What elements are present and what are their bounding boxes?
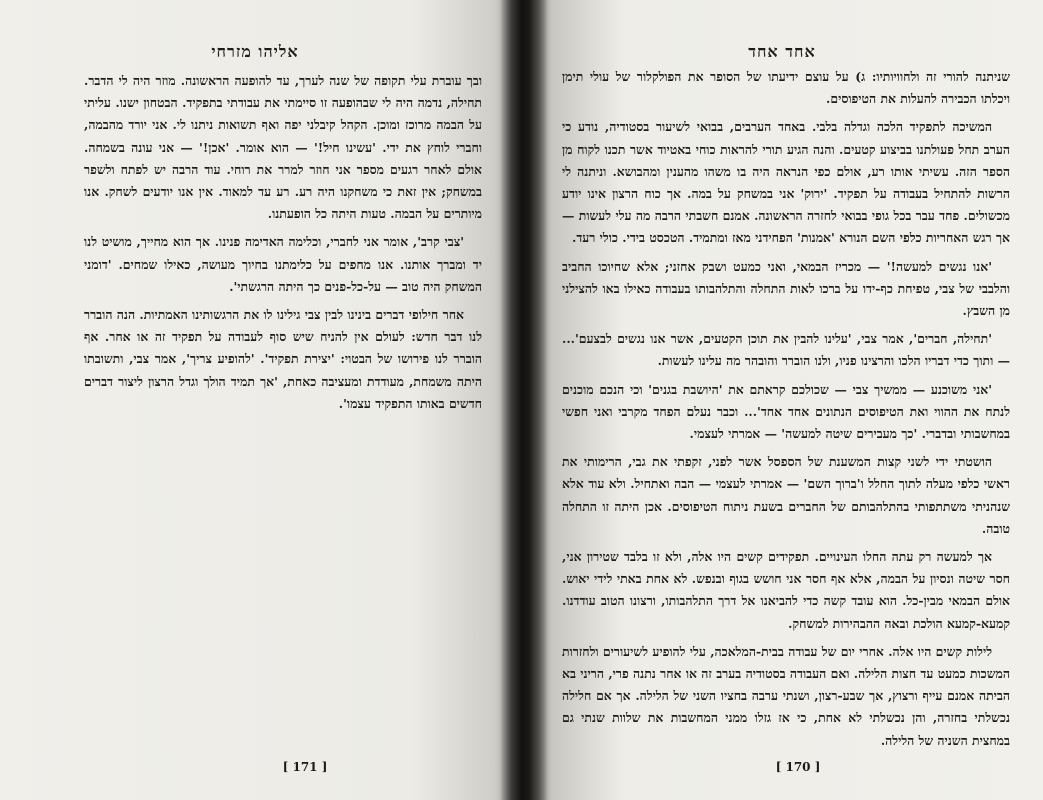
- body-text-right: [562, 66, 1010, 758]
- book-gutter-shadow: [500, 0, 548, 800]
- left-page: [0, 0, 516, 800]
- paragraph: שניתנה להורי זה ולחוויותיו: ג) על עוצם ידיעתו של הסופר את הפולקלור של עולי תימן ויכלתו הכבירה להעלות את הטיפוסים.: [562, 69, 1010, 107]
- page-number-right: [ 170 ]: [775, 760, 821, 774]
- paragraph: הושטתי ידי לשני קצות המשענת של הספסל אשר לפני, זקפתי את גבי, הרימותי את ראשי כלפי מעלה לתוך החלל ו'ברוך השם' — אמרתי לעצמי — הבה ואתחיל. ולא עוד אלא שנהניתי משתתפותי בהתלהבותם של החברים בשעת ניתוח הטיפוסים. אכן היתה זו התחלה טובה.: [562, 454, 1010, 536]
- page-number-left: [ 171 ]: [282, 760, 328, 774]
- running-header-left: אליהו מזרחי: [211, 42, 299, 61]
- paragraph: 'תחילה, חברים', אמר צבי, 'עלינו להבין את תוכן הקטעים, אשר אנו נגשים לבצעם'... — ותוך כדי דבריו הלכו והרצינו פניו, ולנו הוברר והובהר מה עלינו לעשות.: [562, 331, 1010, 369]
- paragraph: 'אנו נגשים למעשה!' — מכריז הבמאי, ואני כמעט ושבק אחזני; אלא שחיוכו החביב והלבבי של צבי, טפיחת כף-ידו על ברכו לאות התחלה והתלהבותו בעבודה כאילו באו להצילני מן השבץ.: [562, 258, 1010, 319]
- paragraph: אחר חילופי דברים בינינו לבין צבי גילינו לו את הרגשותינו האמתיות. הנה הוברר לנו דבר חדש: לעולם אין להניח שיש סוף לעבודה על תפקיד זה או אחר. אף הוברר לנו פירושו של הבטוי: 'יצירת תפקיד'. 'להופיע צריך', אמר צבי, ותשובתו היתה משמחת, מעודדת ומעציבה כאחת, 'אך תמיד הולך וגדל הרצון ליצור דברים חדשים באותו התפקיד עצמו'.: [84, 307, 482, 411]
- right-page: [532, 0, 1043, 800]
- paragraph: 'צבי קרב', אומר אני לחברי, וכלימה האדימה פנינו. אך הוא מחייך, מושיט לנו יד ומברך אותנו. אנו מחפים על כלימתנו בחיוך מעושה, כאילו שמחים. 'דומני המשחק היה טוב — על-כל-פנים כך היתה הרגשתי'.: [84, 234, 482, 294]
- paragraph: לילות קשים היו אלה. אחרי יום של עבודה בבית-המלאכה, עלי להופיע לשיעורים ולחזרות המשכות כמעט עד חצות הלילה. ואם העבודה בסטודיה בערב זה או אחר נתנה פרי, הריני בא הביתה אמנם עייף ורצוץ, אך שבע-רצון, ושנתי ערבה בחציו השני של הלילה. אך אם חלילה נכשלתי בחזרה, והן נכשלתי לא אחת, כי אז גזלו ממני המחשבות את שלוות שנתי גם במחצית השניה של הלילה.: [562, 643, 1010, 748]
- body-text-left: [84, 70, 482, 421]
- running-header-right: אחד אחד: [748, 42, 816, 61]
- paragraph: המשיכה לתפקיד הלכה וגדלה בלבי. באחד הערבים, בבואי לשיעור בסטודיה, נודע כי הערב תחל פעולתנו בביצוע קטעים. והנה הגיע תורי להראות כוחי באטיוד אשר תכנו לקוח מן הספר הזה. עשיתי אותו רע, אולם כפי הנראה היה בו משהו מהענין ומהבושא. וניתנה לי הרשות להתחיל בעבודה על תפקיד. 'ירוק' אני במשחק על במה. אך כוח הרצון אינו יודע מכשולים. פחד עבר בכל גופי בבואי לחזרה הראשונה. אמנם חשבתי הרבה מה עלי לעשות — אך רגש האחריות כלפי השם הנורא 'אמנות' הפחידני מאז ומתמיד. הטכסט בידי. כולי רעד.: [562, 119, 1010, 246]
- paragraph: אך למעשה רק עתה החלו העינויים. תפקידים קשים היו אלה, ולא זו בלבד שטירון אני, חסר שיטה ונסיון על הבמה, אלא אף חסר אני חושש בגוף ובנפש. לא אחת באתי לידי יאוש. אולם הבמאי מבין-כל. הוא עובד קשה כדי להביאנו אל דרך התלהבותו, ורצונו הטוב עודדנו. קמעא-קמעא הולכת ובאה ההבהירות למשחק.: [562, 549, 1010, 631]
- paragraph: 'אני משוכנע — ממשיך צבי — שכולכם קראתם את 'היושבת בגנים' וכי הנכם מוכנים לנתח את ההווי ואת הטיפוסים הנתונים אחד אחד'... וכבר נעלם הפחד מקרבי ואני חפשי במחשבותי ובדברי. 'כך מעבירים שיטה למעשה' — אמרתי לעצמי.: [562, 381, 1010, 442]
- paragraph: ובך עוברת עלי תקופה של שנה לערך, עד להופעה הראשונה. מוזר היה לי הדבר. תחילה, נדמה היה לי שבהופעה זו סיימתי את עבודתי בתפקיד. הבטחון ישנו. עליתי על הבמה מרוכז ומוכן. הקהל קיבלני יפה ואף תשואות ניתנו לי. אני יורד מהבמה, וחברי לוחץ את ידי. 'עשינו חיל!' — הוא אומר. 'אכן!' — אני עונה בשמחה. אולם לאחר רגעים מספר אני חוזר למרר את רוחי. עוד הרבה יש לפתח ולשפר במשחק; אין זאת כי משחקנו היה רע. רע עד למאוד. אין אנו יודעים לשחק. אנו מיותרים על הבמה. טעות היתה כל הופעתנו.: [84, 73, 482, 222]
